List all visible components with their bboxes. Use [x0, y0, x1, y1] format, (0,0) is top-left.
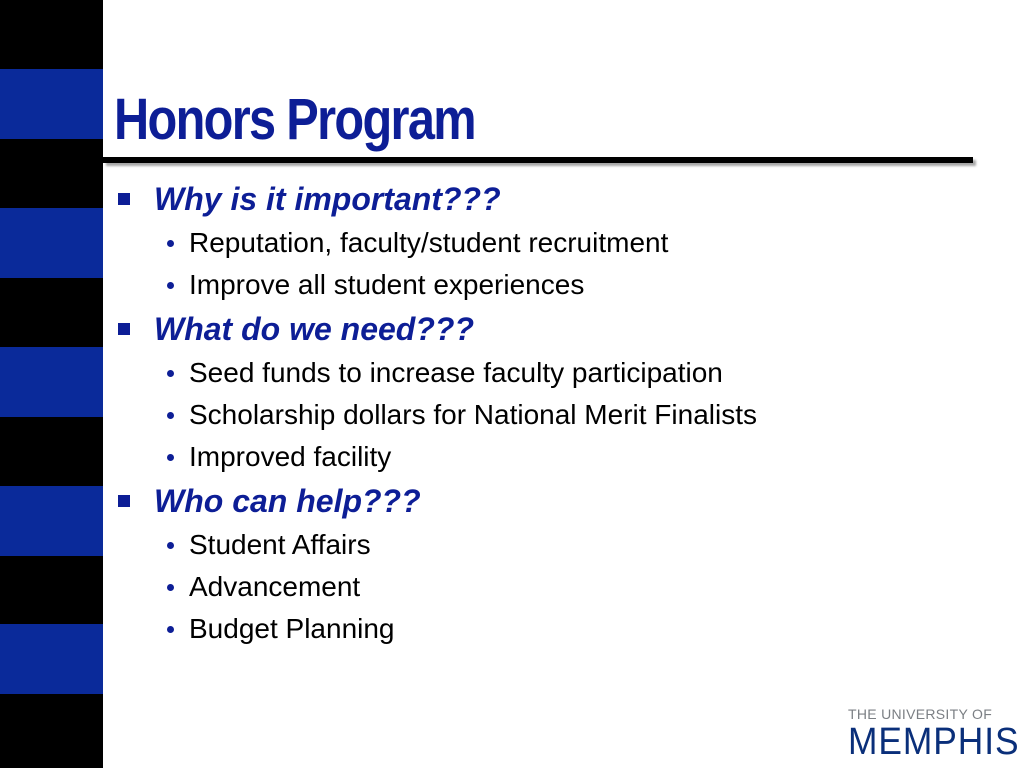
list-item-text: Budget Planning — [189, 613, 395, 644]
list-item — [114, 222, 994, 264]
blue-stripe — [0, 624, 103, 694]
list-item — [114, 436, 994, 478]
dot-bullet-icon — [167, 240, 174, 247]
left-stripe-bar — [0, 0, 103, 768]
list-item-text: Seed funds to increase faculty participation — [189, 357, 723, 388]
sub-list — [114, 222, 994, 306]
list-item-text: Advancement — [189, 571, 361, 602]
sub-list — [114, 352, 994, 478]
blue-stripe — [0, 69, 103, 139]
list-item-text: Improve all student experiences — [189, 269, 585, 300]
section-why-important — [114, 176, 994, 306]
dot-bullet-icon — [167, 542, 174, 549]
square-bullet-icon — [118, 495, 130, 507]
square-bullet-icon — [118, 323, 130, 335]
section-heading-row — [114, 306, 994, 352]
logo-line-memphis: MEMPHIS — [848, 721, 1020, 763]
dot-bullet-icon — [167, 370, 174, 377]
dot-bullet-icon — [167, 454, 174, 461]
section-who-help — [114, 478, 994, 650]
slide-title: Honors Program — [114, 87, 475, 152]
section-heading: Who can help??? — [154, 482, 421, 519]
list-item-text: Student Affairs — [189, 529, 371, 560]
dot-bullet-icon — [167, 626, 174, 633]
list-item — [114, 264, 994, 306]
dot-bullet-icon — [167, 282, 174, 289]
logo-line-university-of: THE UNIVERSITY OF — [848, 706, 993, 722]
section-heading-row — [114, 176, 994, 222]
list-item-text: Scholarship dollars for National Merit Finalists — [189, 399, 757, 430]
list-item — [114, 352, 994, 394]
list-item-text: Reputation, faculty/student recruitment — [189, 227, 669, 258]
list-item — [114, 608, 994, 650]
dot-bullet-icon — [167, 584, 174, 591]
university-logo — [848, 706, 1020, 763]
section-heading: Why is it important??? — [154, 180, 501, 217]
slide-content — [114, 176, 994, 650]
list-item-text: Improved facility — [189, 441, 392, 472]
blue-stripe — [0, 208, 103, 278]
dot-bullet-icon — [167, 412, 174, 419]
title-divider — [103, 157, 973, 163]
list-item — [114, 394, 994, 436]
blue-stripe — [0, 347, 103, 417]
square-bullet-icon — [118, 193, 130, 205]
blue-stripe — [0, 486, 103, 556]
list-item — [114, 566, 994, 608]
section-what-need — [114, 306, 994, 478]
section-heading: What do we need??? — [154, 310, 474, 347]
section-heading-row — [114, 478, 994, 524]
sub-list — [114, 524, 994, 650]
list-item — [114, 524, 994, 566]
